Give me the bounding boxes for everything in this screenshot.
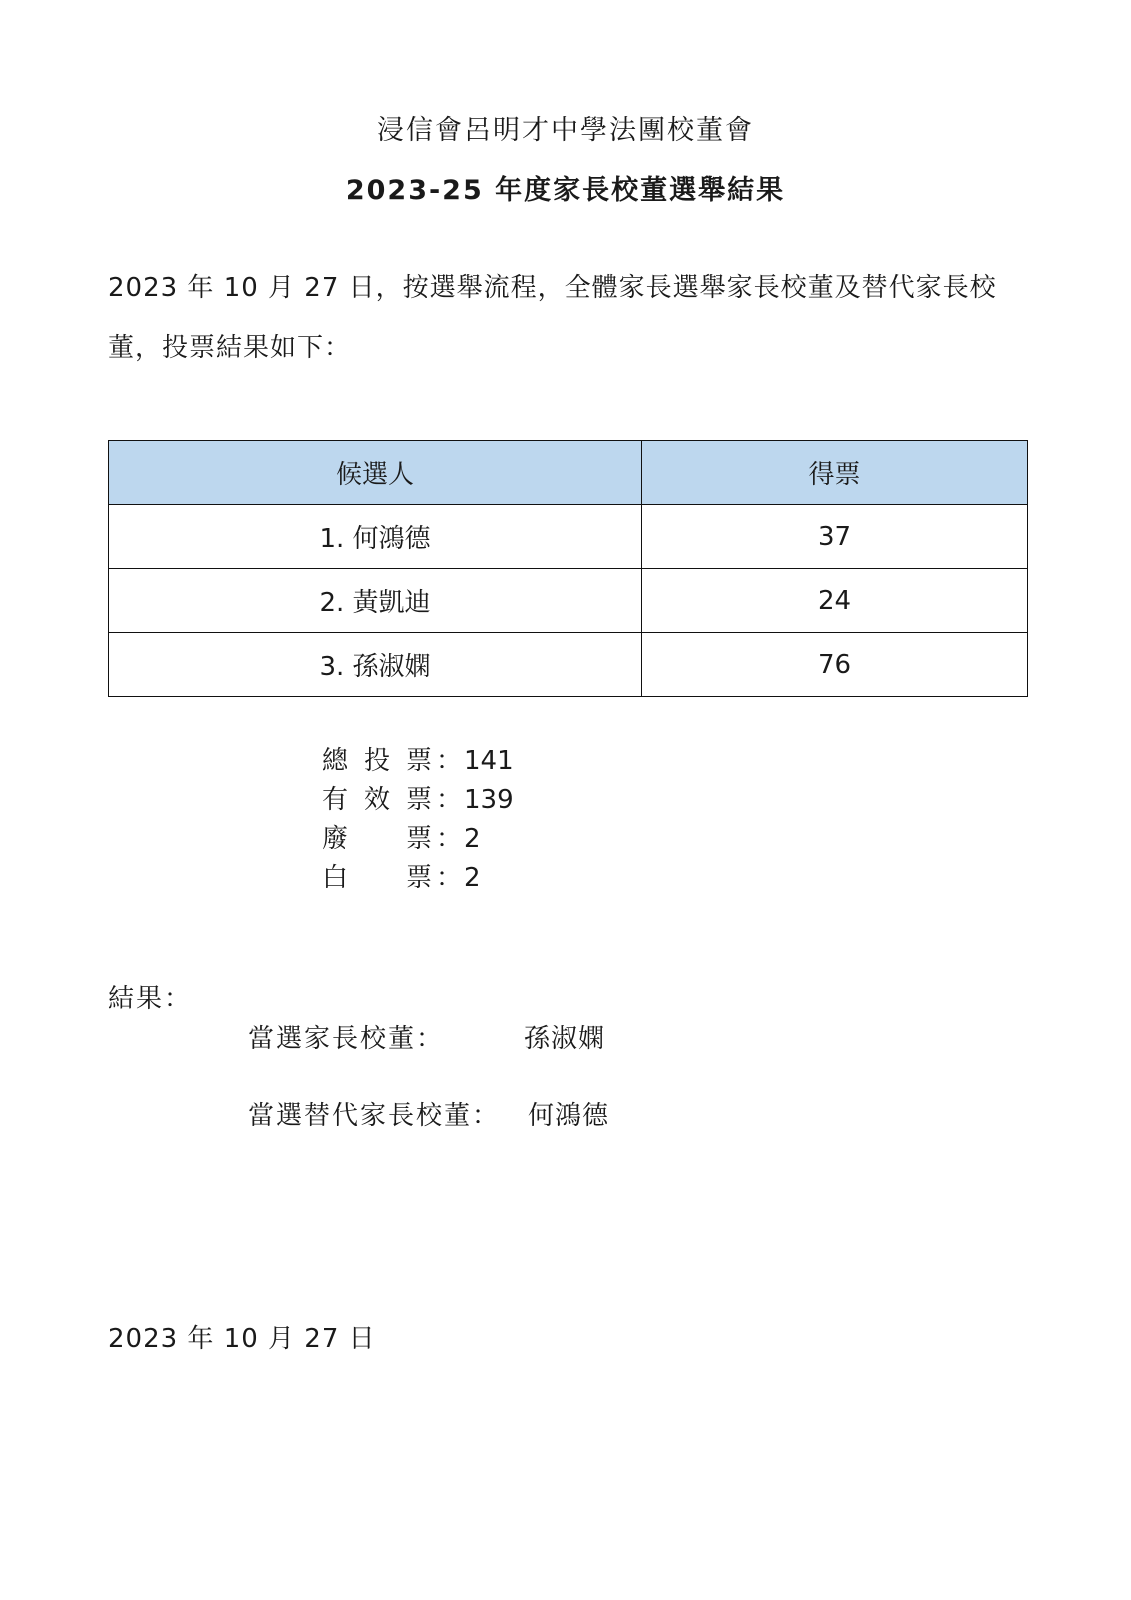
table-header-row (109, 441, 1028, 505)
elected-label: 當選替代家長校董： (248, 1101, 501, 1131)
stat-blank-votes (322, 859, 514, 898)
stat-colon: ： (435, 824, 462, 854)
candidate-name: 3. 孫淑嫻 (109, 633, 642, 697)
elected-alternate-parent-manager (248, 1095, 609, 1132)
vote-results-table (108, 440, 1028, 697)
stat-value: 2 (464, 863, 481, 893)
stat-value: 2 (464, 824, 481, 854)
candidate-votes: 37 (642, 505, 1028, 569)
elected-name: 何鴻德 (528, 1101, 610, 1131)
stat-valid-votes (322, 781, 514, 820)
elected-label: 當選家長校董： (248, 1024, 445, 1054)
vote-statistics (322, 742, 514, 898)
stat-label: 白票 (322, 863, 434, 893)
candidate-name: 1. 何鴻德 (109, 505, 642, 569)
header-votes: 得票 (642, 441, 1028, 505)
table-row (109, 633, 1028, 697)
candidate-votes: 24 (642, 569, 1028, 633)
stat-total-votes (322, 742, 514, 781)
header-candidate: 候選人 (109, 441, 642, 505)
elected-parent-manager (248, 1018, 605, 1055)
stat-value: 141 (464, 746, 514, 776)
stat-label: 總投票 (322, 746, 434, 776)
stat-value: 139 (464, 785, 514, 815)
stat-colon: ： (435, 785, 462, 815)
school-board-title: 浸信會呂明才中學法團校董會 (377, 115, 754, 146)
result-heading: 結果： (108, 984, 193, 1014)
table-row (109, 505, 1028, 569)
stat-label: 廢票 (322, 824, 434, 854)
elected-name: 孫淑嫻 (524, 1024, 606, 1054)
stat-colon: ： (435, 863, 462, 893)
stat-colon: ： (435, 746, 462, 776)
document-date: 2023 年 10 月 27 日 (108, 1324, 376, 1354)
candidate-name: 2. 黃凱迪 (109, 569, 642, 633)
intro-paragraph: 2023 年 10 月 27 日，按選舉流程，全體家長選舉家長校董及替代家長校董，投票結果如下： (108, 273, 997, 363)
candidate-votes: 76 (642, 633, 1028, 697)
table-row (109, 569, 1028, 633)
election-result-title: 2023-25 年度家長校董選舉結果 (345, 175, 786, 206)
stat-invalid-votes (322, 820, 514, 859)
stat-label: 有效票 (322, 785, 434, 815)
